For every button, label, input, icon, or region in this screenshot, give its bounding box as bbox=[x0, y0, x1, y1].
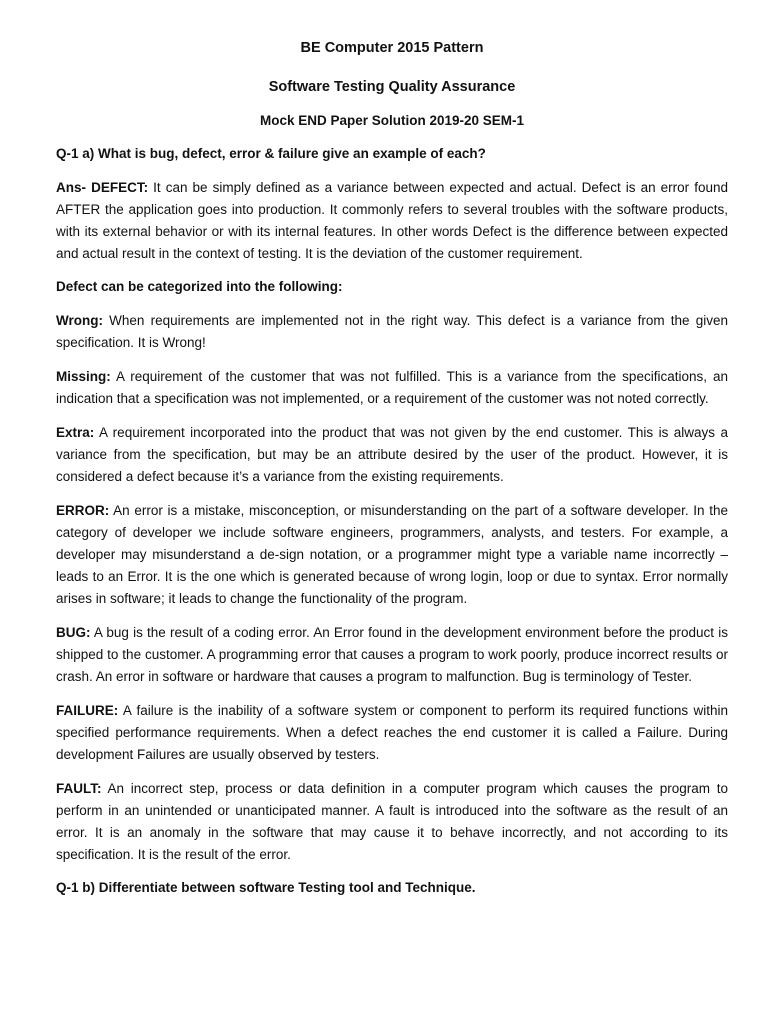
extra-label: Extra: bbox=[56, 425, 95, 440]
answer-defect-paragraph bbox=[56, 177, 728, 265]
subject-title: Software Testing Quality Assurance bbox=[268, 79, 516, 95]
document-page bbox=[56, 38, 728, 911]
paper-title: Mock END Paper Solution 2019-20 SEM-1 bbox=[259, 113, 525, 128]
failure-label: FAILURE: bbox=[56, 703, 119, 718]
bug-paragraph bbox=[56, 622, 728, 688]
error-text: An error is a mistake, misconception, or misunderstanding on the part of a software developer. In the category of developer we include software engineers, programmers, analysts, and testers. For example, a developer may misunderstand a de-sign notation, or a programmer might type a variable name incorrectly – leads to an Error. It is the one which is generated because of wrong login, loop or due to syntax. Error normally arises in software; it leads to change the functionality of the program. bbox=[56, 503, 728, 606]
failure-paragraph bbox=[56, 700, 728, 766]
missing-paragraph bbox=[56, 366, 728, 410]
extra-text: A requirement incorporated into the product that was not given by the end customer. This is always a variance from the specification, but may be an attribute desired by the user of the product. However, it is considered a defect because it’s a variance from the existing requirements. bbox=[56, 425, 728, 484]
extra-paragraph bbox=[56, 422, 728, 488]
error-paragraph bbox=[56, 500, 728, 610]
fault-paragraph bbox=[56, 778, 728, 866]
missing-label: Missing: bbox=[56, 369, 111, 384]
answer-defect-label: Ans- DEFECT: bbox=[56, 180, 149, 195]
answer-defect-text: It can be simply defined as a variance between expected and actual. Defect is an error found AFTER the application goes into production. It commonly refers to several troubles with the software products, with its external behavior or with its internal features. In other words Defect is the difference between expected and actual result in the context of testing. It is the deviation of the customer requirement. bbox=[56, 180, 729, 261]
wrong-label: Wrong: bbox=[56, 313, 103, 328]
categories-heading: Defect can be categorized into the following: bbox=[56, 279, 343, 294]
failure-text: A failure is the inability of a software system or component to perform its required functions within specified performance requirements. When a defect reaches the end customer it is called a Failure. During development Failures are usually observed by testers. bbox=[56, 703, 728, 762]
question-1a: Q-1 a) What is bug, defect, error & failure give an example of each? bbox=[56, 146, 486, 161]
wrong-paragraph bbox=[56, 310, 728, 354]
wrong-text: When requirements are implemented not in the right way. This defect is a variance from the given specification. It is Wrong! bbox=[56, 313, 728, 350]
fault-text: An incorrect step, process or data definition in a computer program which causes the program to perform in an unintended or unanticipated manner. A fault is introduced into the software as the result of an error. It is an anomaly in the software that may cause it to behave incorrectly, and not according to its specification. It is the result of the error. bbox=[56, 781, 728, 862]
document-title: BE Computer 2015 Pattern bbox=[300, 40, 484, 56]
missing-text: A requirement of the customer that was not fulfilled. This is a variance from the specifications, an indication that a specification was not implemented, or a requirement of the customer was not noted correctly. bbox=[56, 369, 728, 406]
fault-label: FAULT: bbox=[56, 781, 102, 796]
question-1b: Q-1 b) Differentiate between software Testing tool and Technique. bbox=[56, 880, 476, 895]
bug-text: A bug is the result of a coding error. An Error found in the development environment before the product is shipped to the customer. A programming error that causes a program to work poorly, produce incorrect results or crash. An error in software or hardware that causes a program to malfunction. Bug is terminology of Tester. bbox=[56, 625, 728, 684]
bug-label: BUG: bbox=[56, 625, 91, 640]
error-label: ERROR: bbox=[56, 503, 110, 518]
